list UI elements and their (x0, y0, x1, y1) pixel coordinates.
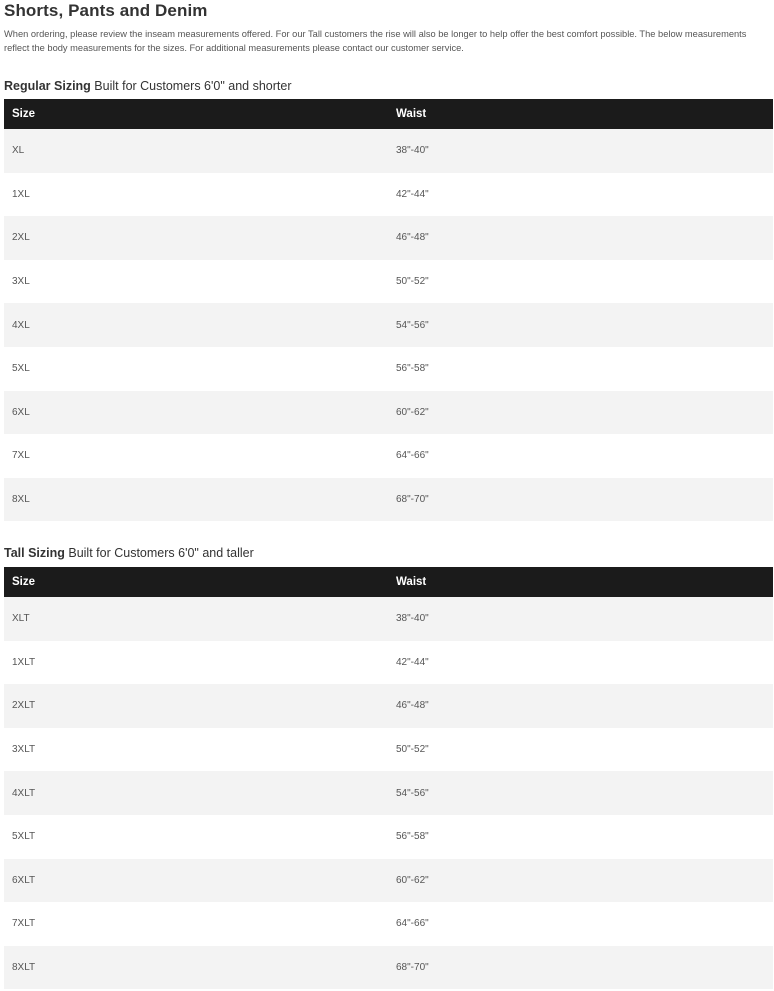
table-row (4, 946, 773, 990)
column-header-size: Size (4, 567, 388, 597)
waist-cell: 60"-62" (388, 859, 773, 903)
tall-sizing-subtitle: Built for Customers 6'0" and taller (64, 546, 254, 560)
column-header-waist: Waist (388, 99, 773, 129)
waist-cell: 54"-56" (388, 771, 773, 815)
table-row (4, 684, 773, 728)
size-cell: 4XL (4, 303, 388, 347)
waist-cell: 38"-40" (388, 129, 773, 173)
table-row (4, 129, 773, 173)
size-cell: 5XL (4, 347, 388, 391)
waist-cell: 56"-58" (388, 815, 773, 859)
table-row (4, 641, 773, 685)
table-row (4, 815, 773, 859)
waist-cell: 68"-70" (388, 946, 773, 990)
waist-cell: 38"-40" (388, 597, 773, 641)
size-guide (4, 0, 773, 974)
size-cell: 4XLT (4, 771, 388, 815)
table-header-row (4, 567, 773, 597)
waist-cell: 46"-48" (388, 216, 773, 260)
table-row (4, 902, 773, 946)
waist-cell: 64"-66" (388, 902, 773, 946)
size-cell: 1XLT (4, 641, 388, 685)
table-row (4, 597, 773, 641)
table-row (4, 303, 773, 347)
waist-cell: 64"-66" (388, 434, 773, 478)
size-cell: 2XL (4, 216, 388, 260)
table-row (4, 391, 773, 435)
size-cell: 6XLT (4, 859, 388, 903)
table-row (4, 478, 773, 522)
table-row (4, 771, 773, 815)
waist-cell: 42"-44" (388, 641, 773, 685)
size-cell: 1XL (4, 173, 388, 217)
waist-cell: 46"-48" (388, 684, 773, 728)
table-row (4, 859, 773, 903)
waist-cell: 42"-44" (388, 173, 773, 217)
table-row (4, 260, 773, 304)
size-cell: 7XLT (4, 902, 388, 946)
column-header-waist: Waist (388, 567, 773, 597)
size-cell: 5XLT (4, 815, 388, 859)
regular-sizing-subtitle: Built for Customers 6'0" and shorter (90, 79, 292, 93)
intro-text: When ordering, please review the inseam measurements offered. For our Tall customers the rise will also be longer to help offer the best comfort possible. The below measurements reflect the body measurements for the sizes. For additional measurements please contact our customer service. (4, 29, 747, 53)
tall-sizing-label: Tall Sizing (4, 546, 65, 560)
size-cell: 3XLT (4, 728, 388, 772)
tall-size-table (4, 567, 773, 989)
regular-size-table (4, 99, 773, 521)
table-header-row (4, 99, 773, 129)
size-cell: 3XL (4, 260, 388, 304)
waist-cell: 50"-52" (388, 728, 773, 772)
table-row (4, 434, 773, 478)
regular-sizing-heading (4, 77, 292, 95)
waist-cell: 68"-70" (388, 478, 773, 522)
size-cell: 7XL (4, 434, 388, 478)
waist-cell: 60"-62" (388, 391, 773, 435)
table-row (4, 347, 773, 391)
size-cell: XLT (4, 597, 388, 641)
waist-cell: 50"-52" (388, 260, 773, 304)
size-cell: 8XLT (4, 946, 388, 990)
size-cell: XL (4, 129, 388, 173)
regular-sizing-label: Regular Sizing (4, 79, 91, 93)
size-cell: 8XL (4, 478, 388, 522)
column-header-size: Size (4, 99, 388, 129)
page-title: Shorts, Pants and Denim (4, 1, 208, 20)
table-row (4, 173, 773, 217)
table-row (4, 216, 773, 260)
waist-cell: 54"-56" (388, 303, 773, 347)
size-cell: 2XLT (4, 684, 388, 728)
table-row (4, 728, 773, 772)
waist-cell: 56"-58" (388, 347, 773, 391)
size-cell: 6XL (4, 391, 388, 435)
tall-sizing-heading (4, 544, 254, 562)
